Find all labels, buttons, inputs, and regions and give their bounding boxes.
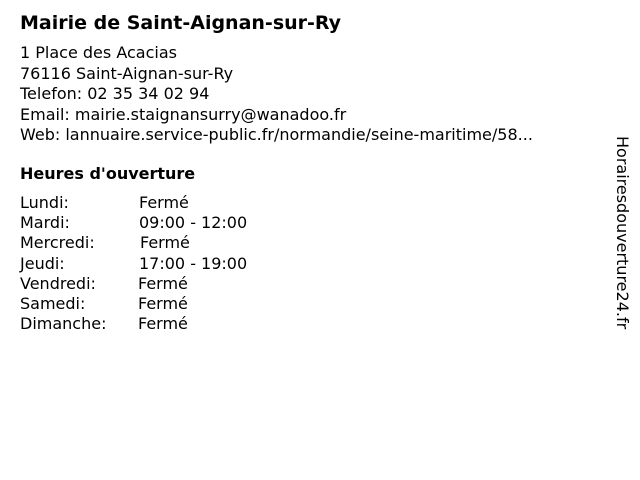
day-hours: Fermé — [138, 293, 188, 313]
day-hours: 17:00 - 19:00 — [139, 253, 248, 273]
day-label: Dimanche: — [20, 314, 107, 334]
day-hours: Fermé — [139, 193, 189, 212]
day-hours: Fermé — [138, 273, 188, 293]
hours-heading: Heures d'ouverture — [20, 164, 196, 183]
contact-block — [20, 43, 533, 146]
day-label: Jeudi: — [20, 253, 65, 273]
day-label: Mardi: — [20, 213, 70, 233]
day-label: Vendredi: — [20, 273, 96, 293]
day-hours: Fermé — [140, 233, 190, 253]
page-title: Mairie de Saint-Aignan-sur-Ry — [20, 12, 342, 34]
address-street: 1 Place des Acacias — [20, 43, 177, 62]
brand-watermark: Horairesdouverture24.fr — [613, 136, 632, 330]
phone-text: Telefon: 02 35 34 02 94 — [20, 84, 210, 103]
email-text: Email: mairie.staignansurry@wanadoo.fr — [20, 104, 347, 124]
day-label: Lundi: — [20, 193, 69, 212]
day-hours: Fermé — [138, 314, 188, 334]
address-city: 76116 Saint-Aignan-sur-Ry — [20, 63, 234, 83]
day-label: Mercredi: — [20, 233, 95, 253]
day-hours: 09:00 - 12:00 — [139, 213, 248, 233]
day-label: Samedi: — [20, 293, 86, 313]
web-text: Web: lannuaire.service-public.fr/normandie/seine-maritime/58... — [20, 125, 533, 144]
